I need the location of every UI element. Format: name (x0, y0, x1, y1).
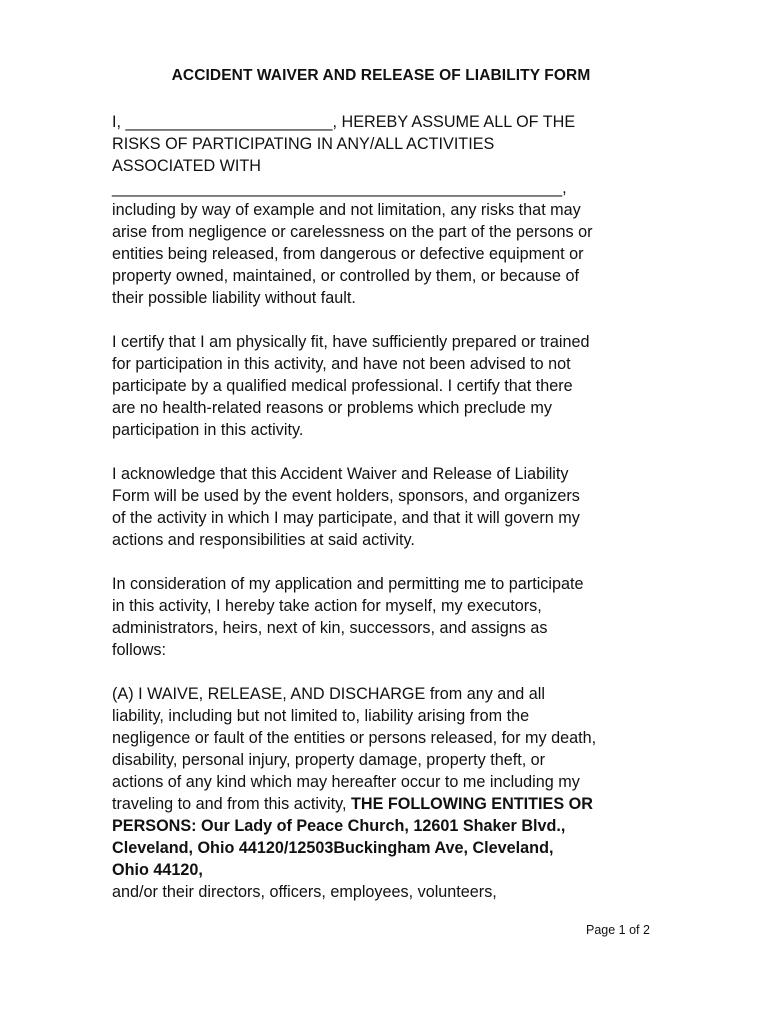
text-line: disability, personal injury, property damage, property theft, or (112, 751, 546, 769)
text-line: including by way of example and not limitation, any risks that may (112, 201, 581, 219)
text-line: negligence or fault of the entities or persons released, for my death, (112, 729, 597, 747)
text-line: property owned, maintained, or controlled by them, or because of (112, 267, 580, 285)
paragraph-assumption-of-risk (112, 111, 662, 309)
text-line: in this activity, I hereby take action for myself, my executors, (112, 597, 542, 615)
text-segment: traveling to and from this activity, (112, 795, 352, 813)
paragraph-acknowledgement (112, 463, 662, 551)
text-line: liability, including but not limited to, liability arising from the (112, 707, 530, 725)
text-line: ASSOCIATED WITH (112, 157, 261, 175)
text-line: RISKS OF PARTICIPATING IN ANY/ALL ACTIVITIES (112, 135, 495, 153)
text-line: In consideration of my application and permitting me to participate (112, 575, 584, 593)
paragraph-physical-fitness (112, 331, 662, 441)
text-line: participate by a qualified medical professional. I certify that there (112, 377, 573, 395)
released-entity-line: Ohio 44120, (112, 861, 203, 879)
document-body (112, 111, 662, 925)
text-line: I acknowledge that this Accident Waiver and Release of Liability (112, 465, 569, 483)
paragraph-waiver-release (112, 683, 662, 903)
text-line: administrators, heirs, next of kin, successors, and assigns as (112, 619, 548, 637)
text-line: of the activity in which I may participate, and that it will govern my (112, 509, 580, 527)
released-entities-heading: THE FOLLOWING ENTITIES OR (351, 795, 593, 813)
released-entity-line: Cleveland, Ohio 44120/12503Buckingham Ave, Cleveland, (112, 839, 554, 857)
text-line: and/or their directors, officers, employees, volunteers, (112, 883, 497, 901)
released-entity-line: PERSONS: Our Lady of Peace Church, 12601 Shaker Blvd., (112, 817, 566, 835)
text-line: follows: (112, 641, 166, 659)
text-line: I, _______________________, HEREBY ASSUME ALL OF THE (112, 113, 576, 131)
text-line: their possible liability without fault. (112, 289, 356, 307)
paragraph-consideration (112, 573, 662, 661)
text-line: entities being released, from dangerous or defective equipment or (112, 245, 584, 263)
text-line: actions and responsibilities at said activity. (112, 531, 415, 549)
text-line: arise from negligence or carelessness on the part of the persons or (112, 223, 593, 241)
text-line: (A) I WAIVE, RELEASE, AND DISCHARGE from any and all (112, 685, 545, 703)
text-line: participation in this activity. (112, 421, 304, 439)
text-line: for participation in this activity, and have not been advised to not (112, 355, 571, 373)
text-line: actions of any kind which may hereafter occur to me including my (112, 773, 580, 791)
document-title: ACCIDENT WAIVER AND RELEASE OF LIABILITY FORM (171, 67, 591, 84)
text-line: I certify that I am physically fit, have sufficiently prepared or trained (112, 333, 590, 351)
text-line (112, 793, 662, 815)
text-line: Form will be used by the event holders, sponsors, and organizers (112, 487, 580, 505)
text-line: __________________________________________________, (112, 179, 567, 197)
text-line: are no health-related reasons or problems which preclude my (112, 399, 552, 417)
page-number: Page 1 of 2 (586, 923, 650, 937)
